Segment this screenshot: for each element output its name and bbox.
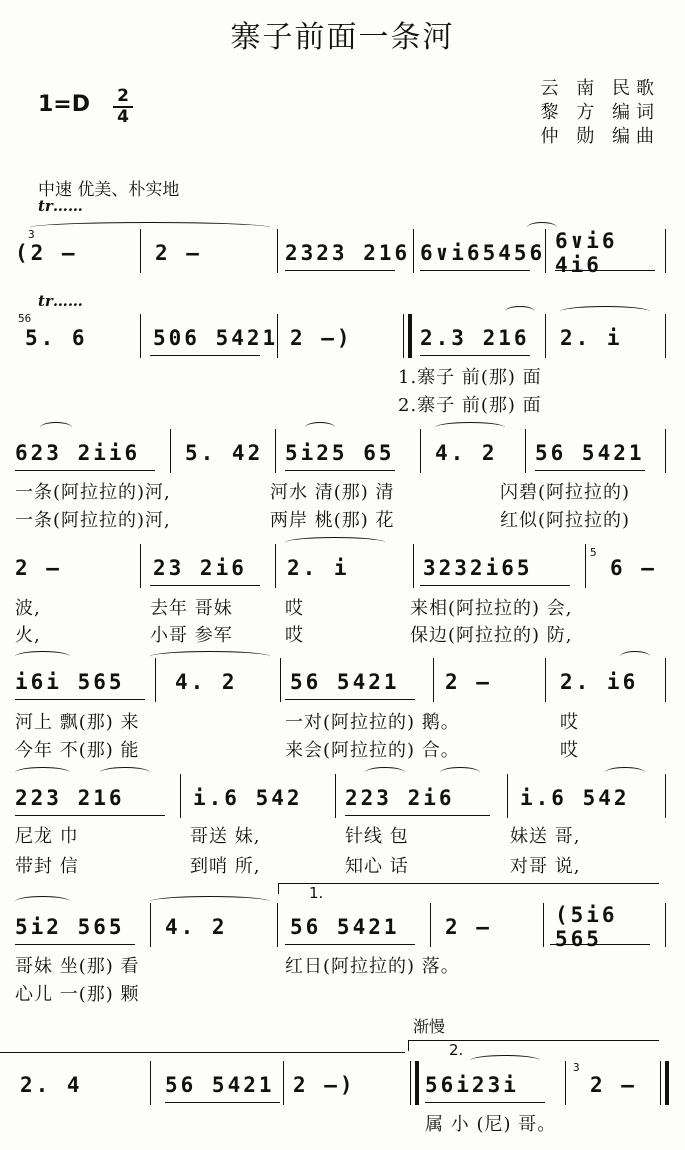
tempo-change: 渐慢 xyxy=(413,1017,446,1036)
lyric-verse-1: 来相(阿拉拉的) 会, xyxy=(410,598,573,619)
music-row-6 xyxy=(15,783,665,813)
credit-lyricist: 黎 方 编词 xyxy=(540,102,660,123)
measure: 6∨i65456 xyxy=(420,241,546,265)
lyric-verse-1: 闪碧(阿拉拉的) xyxy=(500,482,631,503)
key-signature: 1=D xyxy=(38,92,91,117)
lyric-verse-1: 红日(阿拉拉的) 落。 xyxy=(285,956,460,977)
lyric-verse-2: 对哥 说, xyxy=(510,856,581,877)
lyric-verse-1: 波, xyxy=(15,598,41,619)
measure: (5i6 565 xyxy=(555,903,618,951)
music-row-1 xyxy=(15,229,665,277)
lyric-verse-1: 属 小 (尼) 哥。 xyxy=(425,1114,557,1135)
measure: 2 — xyxy=(590,1073,637,1097)
lyric-verse-2: 来会(阿拉拉的) 合。 xyxy=(285,740,460,761)
measure: i.6 542 xyxy=(193,786,303,810)
lyric-verse-2: 火, xyxy=(15,625,41,646)
measure: 2323 216 xyxy=(285,241,411,265)
lyric-verse-1: 一条(阿拉拉的)河, xyxy=(15,482,171,503)
measure: i.6 542 xyxy=(520,786,630,810)
lyric-verse-2: 2.寨子 前(那) 面 xyxy=(398,395,542,416)
measure: 2 — xyxy=(155,241,202,265)
music-row-3 xyxy=(15,438,665,468)
measure: 223 216 xyxy=(15,786,125,810)
credit-source: 云 南 民歌 xyxy=(540,78,660,99)
measure: 56i23i xyxy=(425,1073,519,1097)
measure: 2 —) xyxy=(293,1073,356,1097)
measure: 2. 4 xyxy=(20,1073,83,1097)
measure: 506 5421 xyxy=(153,326,279,350)
song-title: 寨子前面一条河 xyxy=(230,20,455,55)
lyric-verse-1: 哎 xyxy=(285,598,304,619)
measure: 223 2i6 xyxy=(345,786,455,810)
lyric-verse-1: 河上 飘(那) 来 xyxy=(15,712,140,733)
lyric-verse-2: 今年 不(那) 能 xyxy=(15,740,140,761)
music-row-5 xyxy=(15,667,665,697)
lyric-verse-1: 哥妹 坐(那) 看 xyxy=(15,956,140,977)
volta-2-label: 2. xyxy=(449,1041,464,1059)
volta-2 xyxy=(408,1040,659,1059)
time-signature-bottom: 4 xyxy=(117,107,129,127)
measure: 56 5421 xyxy=(290,670,400,694)
lyric-verse-2: 两岸 桃(那) 花 xyxy=(270,510,395,531)
music-row-7 xyxy=(15,903,665,951)
time-signature xyxy=(113,88,133,126)
measure: 6 — xyxy=(610,556,657,580)
credit-composer: 仲 勋 编曲 xyxy=(540,126,660,147)
measure: 23 2i6 xyxy=(153,556,247,580)
lyric-verse-2: 带封 信 xyxy=(15,856,79,877)
music-row-2 xyxy=(15,323,665,353)
trill-mark: tr…… xyxy=(38,292,83,310)
lyric-verse-1: 尼龙 巾 xyxy=(15,826,79,847)
lyric-verse-1: 1.寨子 前(那) 面 xyxy=(398,367,542,388)
measure: 2 — xyxy=(445,915,492,939)
lyric-verse-1: 妹送 哥, xyxy=(510,826,581,847)
lyric-verse-2: 哎 xyxy=(560,740,579,761)
measure: 2. i xyxy=(287,556,350,580)
measure: 623 2ii6 xyxy=(15,441,141,465)
measure: 4. 2 xyxy=(175,670,238,694)
music-row-4 xyxy=(15,553,665,583)
tempo-marking: 中速 优美、朴实地 xyxy=(38,180,180,200)
lyric-verse-1: 河水 清(那) 清 xyxy=(270,482,395,503)
measure: 6∨i6 4i6 xyxy=(555,229,618,277)
lyric-verse-2: 哎 xyxy=(285,625,304,646)
lyric-verse-1: 去年 哥妹 xyxy=(150,598,233,619)
lyric-verse-2: 红似(阿拉拉的) xyxy=(500,510,631,531)
lyric-verse-1: 一对(阿拉拉的) 鹅。 xyxy=(285,712,460,733)
measure: 4. 2 xyxy=(435,441,498,465)
measure: 56 5421 xyxy=(535,441,645,465)
measure: 5. 42 xyxy=(185,441,264,465)
lyric-verse-2: 一条(阿拉拉的)河, xyxy=(15,510,171,531)
lyric-verse-2: 心儿 一(那) 颗 xyxy=(15,984,140,1005)
grace-note: 5 xyxy=(590,546,597,559)
music-row-8 xyxy=(15,1070,665,1100)
measure: 3232i65 xyxy=(423,556,533,580)
measure: 4. 2 xyxy=(165,915,228,939)
lyric-verse-1: 针线 包 xyxy=(345,826,409,847)
lyric-verse-2: 保边(阿拉拉的) 防, xyxy=(410,625,573,646)
lyric-verse-1: 哥送 妹, xyxy=(190,826,261,847)
measure: 2 —) xyxy=(290,326,353,350)
lyric-verse-1: 哎 xyxy=(560,712,579,733)
time-signature-top: 2 xyxy=(117,86,129,106)
measure: (2 — xyxy=(15,241,78,265)
volta-1-label: 1. xyxy=(309,884,324,902)
measure: 56 5421 xyxy=(290,915,400,939)
measure: 5. 6 xyxy=(25,326,88,350)
lyric-verse-2: 知心 话 xyxy=(345,856,409,877)
measure: 2.3 216 xyxy=(420,326,530,350)
grace-note: 3 xyxy=(28,228,35,241)
measure: 5i25 65 xyxy=(285,441,395,465)
lyric-verse-2: 小哥 参军 xyxy=(150,625,233,646)
lyric-verse-2: 到哨 所, xyxy=(190,856,261,877)
measure: 2. i6 xyxy=(560,670,639,694)
grace-note: 56 xyxy=(18,312,32,325)
measure: 2 — xyxy=(445,670,492,694)
measure: 5i2 565 xyxy=(15,915,125,939)
measure: 2. i xyxy=(560,326,623,350)
volta-1 xyxy=(278,883,659,902)
measure: i6i 565 xyxy=(15,670,125,694)
trill-mark: tr…… xyxy=(38,197,83,215)
grace-note: 3 xyxy=(573,1061,580,1074)
measure: 2 — xyxy=(15,556,62,580)
measure: 56 5421 xyxy=(165,1073,275,1097)
